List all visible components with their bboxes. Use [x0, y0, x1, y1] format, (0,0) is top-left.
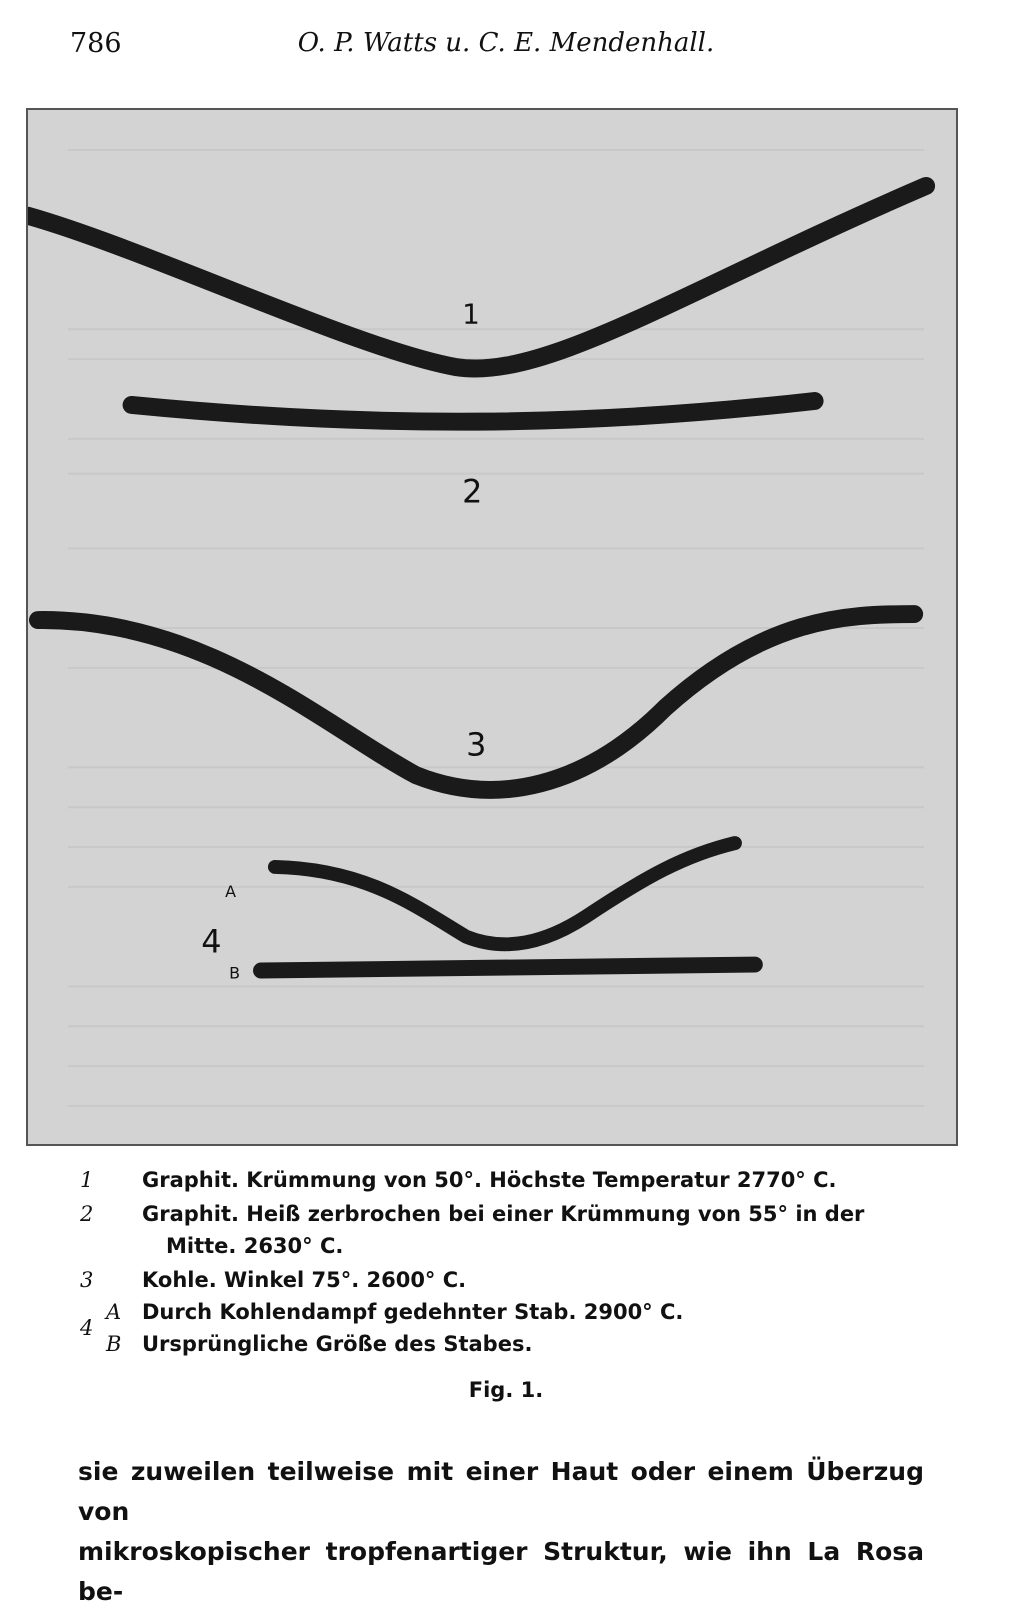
caption-text-continued: Mitte. 2630° C.	[166, 1234, 344, 1258]
rod-label-1: 1	[462, 297, 480, 331]
caption-sub-marker-b: B	[106, 1332, 122, 1356]
running-head	[0, 28, 1012, 68]
body-paragraph	[78, 1452, 924, 1612]
caption-item-2-continued	[80, 1234, 940, 1266]
figure-photograph	[26, 108, 958, 1146]
body-line: sie zuweilen teilweise mit einer Haut oder einem Überzug von	[78, 1457, 924, 1526]
rod-label-4: 4	[201, 922, 222, 961]
rod-label-3: 3	[466, 725, 487, 764]
marker-b: B	[229, 963, 241, 983]
page-number: 786	[70, 28, 122, 59]
rod-4b-original	[261, 965, 755, 971]
caption-text: Durch Kohlendampf gedehnter Stab. 2900° C.	[142, 1300, 684, 1324]
caption-item-3	[80, 1268, 940, 1300]
caption-text: Ursprüngliche Größe des Stabes.	[142, 1332, 533, 1356]
running-title-authors: O. P. Watts u. C. E. Mendenhall.	[297, 28, 715, 58]
marker-a: A	[225, 881, 237, 901]
caption-number: 3	[80, 1268, 94, 1292]
caption-text: Kohle. Winkel 75°. 2600° C.	[142, 1268, 467, 1292]
caption-item-2	[80, 1202, 940, 1234]
caption-number: 2	[80, 1202, 94, 1226]
caption-number: 1	[80, 1168, 94, 1192]
caption-item-1	[80, 1168, 940, 1200]
caption-number: 4	[80, 1316, 94, 1340]
caption-text: Graphit. Krümmung von 50°. Höchste Temperatur 2770° C.	[142, 1168, 837, 1192]
caption-sub-marker-a: A	[106, 1300, 122, 1324]
body-line: mikroskopischer tropfenartiger Struktur, wie ihn La Rosa be-	[78, 1537, 924, 1606]
rod-label-2: 2	[462, 472, 483, 511]
figure-label: Fig. 1.	[468, 1378, 544, 1402]
caption-item-4b	[80, 1332, 940, 1364]
caption-text: Graphit. Heiß zerbrochen bei einer Krümmung von 55° in der	[142, 1202, 865, 1226]
